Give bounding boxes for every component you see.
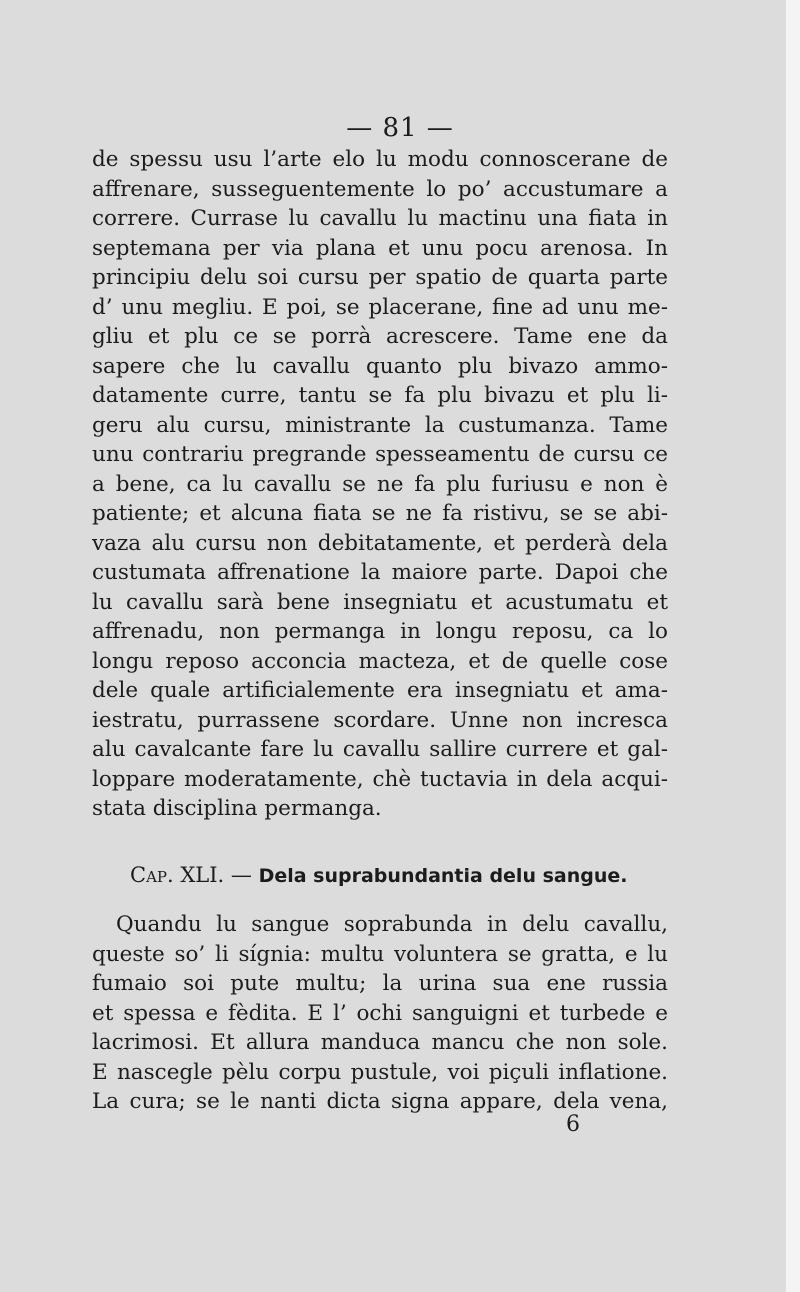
text-line: septemana per via plana et unu pocu arenosa. In <box>92 235 668 261</box>
text-line: unu contrariu pregrande spesseamentu de cursu ce <box>92 442 668 467</box>
paragraph-1 <box>92 145 668 824</box>
text-line: a bene, ca lu cavallu se ne fa plu furiusu e non è <box>92 471 668 497</box>
text-line: gliu et plu ce se porrà acrescere. Tame ene da <box>92 324 668 349</box>
text-line: longu reposo acconcia macteza, et de quelle cose <box>92 648 668 674</box>
text-line: et spessa e fèdita. E l’ ochi sanguigni et turbede e <box>92 1000 668 1026</box>
chapter-label: Cap. XLI. — <box>130 863 252 887</box>
text-line: sapere che lu cavallu quanto plu bivazo ammo- <box>92 353 668 379</box>
text-line: Quandu lu sangue soprabunda in delu cavallu, <box>116 912 668 937</box>
text-line: lacrimosi. Et allura manduca mancu che non sole. <box>92 1030 668 1055</box>
text-line: fumaio soi pute multu; la urina sua ene russia <box>92 971 668 996</box>
text-line: iestratu, purrassene scordare. Unne non incresca <box>92 707 668 733</box>
text-line: loppare moderatamente, chè tuctavia in dela acqui- <box>92 766 668 792</box>
text-line: custumata affrenatione la maiore parte. Dapoi che <box>92 560 668 585</box>
text-line: alu cavalcante fare lu cavallu sallire currere et gal- <box>92 737 668 762</box>
text-line: geru alu cursu, ministrante la custumanza. Tame <box>92 412 668 438</box>
text-line: datamente curre, tantu se fa plu bivazu et plu li- <box>92 383 668 408</box>
text-line: principiu delu soi cursu per spatio de quarta parte <box>92 265 668 290</box>
text-line: affrenadu, non permanga in longu reposu, ca lo <box>92 619 668 644</box>
chapter-heading <box>130 860 627 890</box>
text-line: d’ unu megliu. E poi, se placerane, fine ad unu me- <box>92 294 668 320</box>
page-edge <box>786 0 800 1292</box>
text-line: affrenare, susseguentemente lo po’ accustumare a <box>92 176 668 202</box>
text-line: dele quale artificialemente era insegniatu et ama- <box>92 678 668 703</box>
text-line: vaza alu cursu non debitatamente, et perderà dela <box>92 530 668 556</box>
text-line: E nascegle pèlu corpu pustule, voi piçuli inflatione. <box>92 1059 668 1085</box>
text-line: stata disciplina permanga. <box>92 796 382 821</box>
text-line: de spessu usu l’arte elo lu modu connoscerane de <box>92 147 668 172</box>
paragraph-2 <box>92 910 668 1117</box>
text-line: La cura; se le nanti dicta signa appare, dela vena, <box>92 1089 668 1114</box>
page-number: — 81 — <box>346 113 454 143</box>
chapter-title: Dela suprabundantia delu sangue. <box>258 865 628 887</box>
text-line: patiente; et alcuna fiata se ne fa ristivu, se se abi- <box>92 501 668 526</box>
text-line: correre. Currase lu cavallu lu mactinu una fiata in <box>92 206 668 231</box>
signature-mark: 6 <box>566 1112 580 1137</box>
text-line: queste so’ li sígnia: multu voluntera se gratta, e lu <box>92 941 668 967</box>
text-line: lu cavallu sarà bene insegniatu et acustumatu et <box>92 589 668 615</box>
